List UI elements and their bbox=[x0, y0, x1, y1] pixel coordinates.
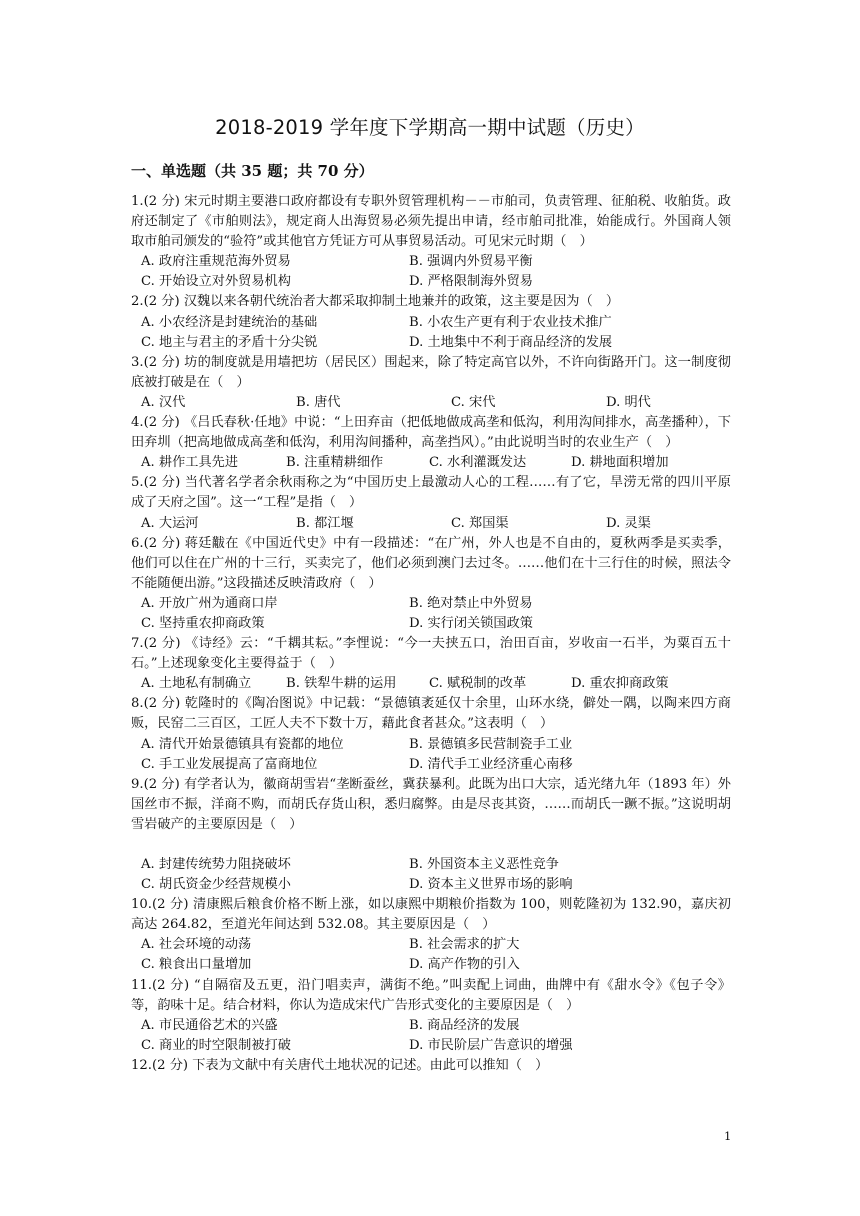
option-d: D. 实行闭关锁国政策 bbox=[409, 615, 533, 631]
option-b: B. 社会需求的扩大 bbox=[409, 937, 520, 953]
question-stem: 1.(2 分) 宋元时期主要港口政府都设有专职外贸管理机构－－市舶司，负责管理、征舶税、收舶货。政府还制定了《市舶则法》，规定商人出海贸易必须先提出申请，经市舶司批准，始能成行。外国商人领取市舶司颁发的“验符”或其他官方凭证方可从事贸易活动。可见宋元时期（ ） bbox=[131, 194, 731, 250]
option-a: A. 耕作工具先进 bbox=[141, 455, 239, 471]
option-b: B. 外国资本主义恶性竞争 bbox=[409, 857, 559, 872]
option-c: C. 开始设立对外贸易机构 bbox=[141, 274, 291, 290]
question-stem: 12.(2 分) 下表为文献中有关唐代土地状况的记述。由此可以推知（ ） bbox=[131, 1057, 549, 1073]
options bbox=[131, 594, 731, 634]
options bbox=[131, 453, 731, 473]
options bbox=[131, 514, 731, 534]
option-b: B. 铁犁牛耕的运用 bbox=[286, 676, 397, 692]
option-d: D. 明代 bbox=[606, 394, 651, 410]
question-stem: 6.(2 分) 蒋廷黻在《中国近代史》中有一段描述：“在广州，外人也是不自由的，夏秋两季是买卖季，他们可以住在广州的十三行，买卖完了，他们必须到澳门去过冬。……他们在十三行住的时候，照法令不能随便出游。”这段描述反映清政府（ ） bbox=[131, 535, 731, 591]
option-a: A. 市民通俗艺术的兴盛 bbox=[141, 1017, 278, 1033]
exam-title: 2018-2019 学年度下学期高一期中试题（历史） bbox=[215, 116, 645, 139]
question-stem: 4.(2 分) 《吕氏春秋·任地》中说：“上田弃亩（把低地做成高垄和低沟，利用沟间排水，高垄播种），下田弃圳（把高地做成高垄和低沟，利用沟间播种，高垄挡风）。”由此说明当时的农业生产（ ） bbox=[131, 415, 731, 451]
options bbox=[131, 855, 731, 895]
question-list bbox=[131, 192, 731, 1076]
blank-line bbox=[131, 835, 731, 855]
question-3 bbox=[131, 353, 731, 413]
option-b: B. 唐代 bbox=[296, 394, 341, 410]
question-stem: 5.(2 分) 当代著名学者余秋雨称之为“中国历史上最激动人心的工程……有了它，旱涝无常的四川平原成了天府之国”。这一“工程”是指（ ） bbox=[131, 475, 731, 511]
option-c: C. 宋代 bbox=[451, 394, 496, 410]
question-7 bbox=[131, 634, 731, 694]
option-c: C. 郑国渠 bbox=[451, 515, 509, 531]
option-a: A. 政府注重规范海外贸易 bbox=[141, 254, 291, 270]
option-b: B. 都江堰 bbox=[296, 515, 354, 531]
options bbox=[131, 674, 731, 694]
option-c: C. 胡氏资金少经营规模小 bbox=[141, 877, 291, 893]
option-d: D. 重农抑商政策 bbox=[571, 676, 669, 692]
question-11 bbox=[131, 976, 731, 1056]
question-10 bbox=[131, 895, 731, 975]
option-d: D. 土地集中不利于商品经济的发展 bbox=[409, 334, 613, 350]
question-stem: 3.(2 分) 坊的制度就是用墙把坊（居民区）围起来，除了特定高官以外，不许向街路开门。这一制度彻底被打破是在（ ） bbox=[131, 354, 731, 390]
question-stem: 8.(2 分) 乾隆时的《陶冶图说》中记载：“景德镇袤延仅十余里，山环水绕，僻处一隅，以陶来四方商贩，民窑二三百区，工匠人夫不下数十万，藉此食者甚众。”这表明（ ） bbox=[131, 696, 731, 732]
option-a: A. 社会环境的动荡 bbox=[141, 937, 252, 953]
option-d: D. 资本主义世界市场的影响 bbox=[409, 877, 573, 893]
question-9 bbox=[131, 775, 731, 895]
option-d: D. 清代手工业经济重心南移 bbox=[409, 756, 573, 772]
question-1 bbox=[131, 192, 731, 292]
question-stem: 7.(2 分) 《诗经》云：“千耦其耘。”李悝说：“今一夫挟五口，治田百亩，岁收亩一石半，为粟百五十石。”上述现象变化主要得益于（ ） bbox=[131, 636, 731, 672]
question-6 bbox=[131, 534, 731, 634]
options bbox=[131, 252, 731, 292]
option-a: A. 封建传统势力阻挠破坏 bbox=[141, 857, 291, 872]
option-a: A. 开放广州为通商口岸 bbox=[141, 595, 278, 611]
option-a: A. 小农经济是封建统治的基础 bbox=[141, 314, 318, 330]
question-stem: 9.(2 分) 有学者认为，徽商胡雪岩“垄断蚕丝，冀获暴利。此既为出口大宗，适光绪九年（1893 年）外国丝市不振，洋商不购，而胡氏存货山积，悉归腐弊。由是尽丧其资，……而胡氏一蹶不振。”这说明胡雪岩破产的主要原因是（ ） bbox=[131, 776, 731, 832]
option-a: A. 汉代 bbox=[141, 394, 186, 410]
option-c: C. 水利灌溉发达 bbox=[429, 455, 527, 471]
options bbox=[131, 935, 731, 975]
option-d: D. 灵渠 bbox=[606, 515, 651, 531]
option-a: A. 大运河 bbox=[141, 515, 199, 531]
option-c: C. 地主与君主的矛盾十分尖锐 bbox=[141, 334, 318, 350]
option-d: D. 严格限制海外贸易 bbox=[409, 274, 533, 290]
options bbox=[131, 313, 731, 353]
option-d: D. 高产作物的引入 bbox=[409, 957, 520, 973]
question-stem: 2.(2 分) 汉魏以来各朝代统治者大都采取抑制土地兼并的政策，这主要是因为（ ） bbox=[131, 294, 620, 310]
option-b: B. 商品经济的发展 bbox=[409, 1017, 520, 1033]
page-number: 1 bbox=[724, 1129, 732, 1143]
question-2 bbox=[131, 292, 731, 352]
section-heading: 一、单选题（共 35 题；共 70 分） bbox=[131, 162, 374, 180]
question-4 bbox=[131, 413, 731, 473]
options bbox=[131, 735, 731, 775]
option-b: B. 小农生产更有利于农业技术推广 bbox=[409, 314, 612, 330]
option-c: C. 坚持重农抑商政策 bbox=[141, 615, 265, 631]
options bbox=[131, 1016, 731, 1056]
question-stem: 11.(2 分) “自隔宿及五更，沿门唱卖声，满街不绝。”叫卖配上词曲，曲牌中有《甜水令》《包子令》等，韵味十足。结合材料，你认为造成宋代广告形式变化的主要原因是（ ） bbox=[131, 977, 731, 1013]
question-12 bbox=[131, 1056, 731, 1076]
option-a: A. 清代开始景德镇具有瓷都的地位 bbox=[141, 736, 344, 752]
option-d: D. 耕地面积增加 bbox=[571, 455, 669, 471]
question-stem: 10.(2 分) 清康熙后粮食价格不断上涨，如以康熙中期粮价指数为 100，则乾隆初为 132.90，嘉庆初高达 264.82，至道光年间达到 532.08。其主要原因是（ ） bbox=[131, 897, 731, 933]
option-b: B. 注重精耕细作 bbox=[286, 455, 384, 471]
option-a: A. 土地私有制确立 bbox=[141, 676, 252, 692]
options bbox=[131, 393, 731, 413]
option-c: C. 粮食出口量增加 bbox=[141, 957, 252, 973]
option-b: B. 景德镇多民营制瓷手工业 bbox=[409, 736, 573, 752]
option-d: D. 市民阶层广告意识的增强 bbox=[409, 1037, 573, 1053]
option-c: C. 赋税制的改革 bbox=[429, 676, 527, 692]
option-b: B. 绝对禁止中外贸易 bbox=[409, 595, 533, 611]
option-c: C. 商业的时空限制被打破 bbox=[141, 1037, 291, 1053]
option-c: C. 手工业发展提高了富商地位 bbox=[141, 756, 318, 772]
question-5 bbox=[131, 473, 731, 533]
question-8 bbox=[131, 694, 731, 774]
option-b: B. 强调内外贸易平衡 bbox=[409, 254, 533, 270]
